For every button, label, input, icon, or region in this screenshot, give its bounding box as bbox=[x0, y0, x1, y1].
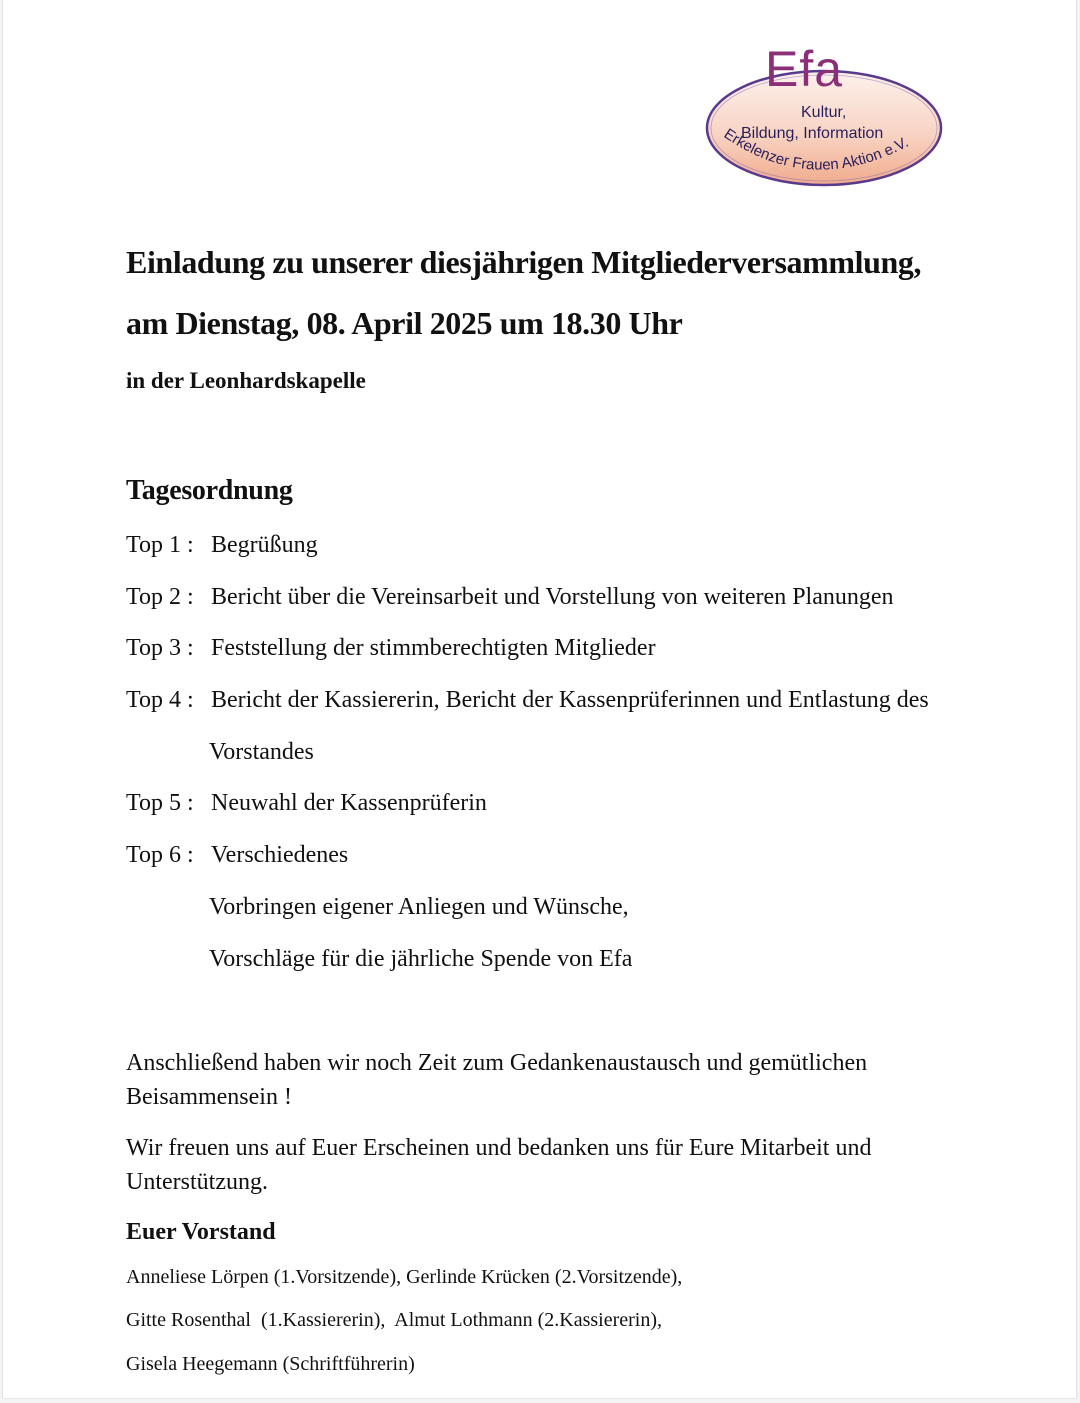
agenda-item-number: Top 2 : bbox=[126, 584, 194, 610]
invitation-title: Einladung zu unserer diesjährigen Mitgliederversammlung, bbox=[126, 244, 922, 280]
signature-line: Gitte Rosenthal (1.Kassiererin), Almut Lothmann (2.Kassiererin), bbox=[126, 1309, 662, 1331]
agenda-item bbox=[126, 842, 348, 869]
signature-line: Anneliese Lörpen (1.Vorsitzende), Gerlinde Krücken (2.Vorsitzende), bbox=[126, 1266, 683, 1288]
agenda-item bbox=[126, 687, 929, 714]
agenda-subitem: Vorbringen eigener Anliegen und Wünsche, bbox=[209, 894, 629, 920]
agenda-item-continuation: Vorstandes bbox=[209, 739, 314, 765]
agenda-item-number: Top 4 : bbox=[126, 687, 194, 713]
agenda-item bbox=[126, 790, 487, 817]
document-page bbox=[2, 0, 1077, 1399]
logo-brand-text: Efa bbox=[765, 41, 844, 97]
agenda-item-number: Top 6 : bbox=[126, 842, 194, 868]
agenda-item bbox=[126, 532, 318, 559]
invitation-location: in der Leonhardskapelle bbox=[126, 368, 366, 393]
agenda-item bbox=[126, 584, 894, 611]
logo-arc-text: Erkelenzer Frauen Aktion e.V. bbox=[720, 125, 912, 174]
agenda-item-number: Top 1 : bbox=[126, 532, 194, 558]
agenda-title: Tagesordnung bbox=[126, 475, 293, 506]
closing-paragraph: Anschließend haben wir noch Zeit zum Gedankenaustausch und gemütlichen Beisammensein ! bbox=[126, 1050, 868, 1110]
agenda-item-number: Top 3 : bbox=[126, 635, 194, 661]
agenda-item-text: Bericht der Kassiererin, Bericht der Kassenprüferinnen und Entlastung des bbox=[211, 687, 929, 713]
efa-logo bbox=[703, 28, 945, 192]
agenda-item-text: Begrüßung bbox=[211, 532, 318, 558]
agenda-item-text: Verschiedenes bbox=[211, 842, 349, 868]
signature-line: Gisela Heegemann (Schriftführerin) bbox=[126, 1353, 415, 1375]
logo-line2-text: Bildung, Information bbox=[741, 125, 884, 142]
agenda-item-text: Bericht über die Vereinsarbeit und Vorstellung von weiteren Planungen bbox=[211, 584, 894, 610]
invitation-date: am Dienstag, 08. April 2025 um 18.30 Uhr bbox=[126, 305, 683, 341]
logo-line1-text: Kultur, bbox=[801, 104, 847, 121]
agenda-item-text: Neuwahl der Kassenprüferin bbox=[211, 790, 487, 816]
agenda-subitem: Vorschläge für die jährliche Spende von Efa bbox=[209, 946, 633, 972]
agenda-item bbox=[126, 635, 656, 662]
agenda-item-text: Feststellung der stimmberechtigten Mitglieder bbox=[211, 635, 656, 661]
agenda-item-number: Top 5 : bbox=[126, 790, 194, 816]
thanks-paragraph: Wir freuen uns auf Euer Erscheinen und bedanken uns für Eure Mitarbeit und Unterstützung. bbox=[126, 1135, 872, 1195]
signature-title: Euer Vorstand bbox=[126, 1219, 276, 1245]
